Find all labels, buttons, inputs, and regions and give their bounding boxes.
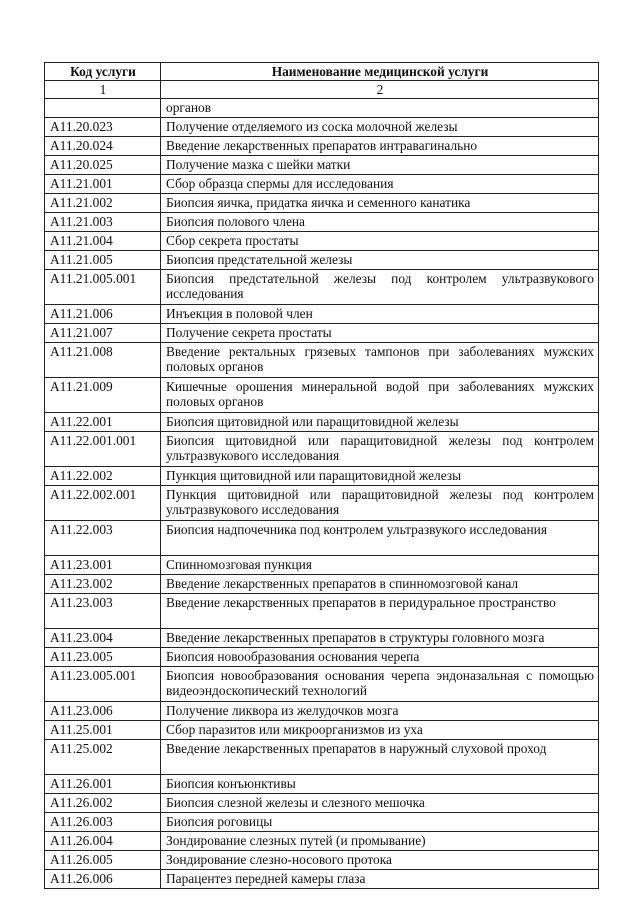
column-number-row bbox=[45, 81, 599, 99]
column-number-1: 1 bbox=[45, 81, 161, 99]
service-name: Биопсия полового члена bbox=[161, 213, 599, 232]
service-name: Биопсия роговицы bbox=[161, 813, 599, 832]
service-name: Биопсия слезной железы и слезного мешочка bbox=[161, 794, 599, 813]
header-code: Код услуги bbox=[45, 63, 161, 81]
service-name: Сбор образца спермы для исследования bbox=[161, 175, 599, 194]
table-row bbox=[45, 251, 599, 270]
service-name: Биопсия новообразования основания черепа эндоназальная с помощью видеоэндоскопический технологий bbox=[161, 667, 599, 702]
service-code: A11.22.001.001 bbox=[45, 432, 161, 467]
service-code: A11.21.005.001 bbox=[45, 270, 161, 305]
table-row bbox=[45, 851, 599, 870]
table-body bbox=[45, 99, 599, 889]
table-row bbox=[45, 194, 599, 213]
service-code: A11.20.025 bbox=[45, 156, 161, 175]
table-row bbox=[45, 629, 599, 648]
service-code: A11.23.005 bbox=[45, 648, 161, 667]
table-row bbox=[45, 99, 599, 118]
service-name: Кишечные орошения минеральной водой при заболеваниях мужских половых органов bbox=[161, 378, 599, 413]
service-name: Биопсия надпочечника под контролем ультразвукого исследования bbox=[161, 521, 599, 556]
service-code: A11.22.001 bbox=[45, 413, 161, 432]
table-row bbox=[45, 118, 599, 137]
service-name: Биопсия предстательной железы bbox=[161, 251, 599, 270]
service-name: органов bbox=[161, 99, 599, 118]
service-name: Инъекция в половой член bbox=[161, 305, 599, 324]
service-code: A11.21.008 bbox=[45, 343, 161, 378]
service-code: A11.26.005 bbox=[45, 851, 161, 870]
service-code: A11.25.001 bbox=[45, 721, 161, 740]
service-code: A11.26.003 bbox=[45, 813, 161, 832]
service-name: Введение лекарственных препаратов в перидуральное пространство bbox=[161, 594, 599, 629]
table-row bbox=[45, 305, 599, 324]
table-row bbox=[45, 413, 599, 432]
service-name: Сбор секрета простаты bbox=[161, 232, 599, 251]
service-name: Зондирование слезно-носового протока bbox=[161, 851, 599, 870]
header-name: Наименование медицинской услуги bbox=[161, 63, 599, 81]
table-row bbox=[45, 575, 599, 594]
service-code bbox=[45, 99, 161, 118]
service-code: A11.21.004 bbox=[45, 232, 161, 251]
service-code: A11.22.003 bbox=[45, 521, 161, 556]
table-row bbox=[45, 740, 599, 775]
service-name: Биопсия предстательной железы под контролем ультразвукового исследования bbox=[161, 270, 599, 305]
table-header-row bbox=[45, 63, 599, 81]
table-row bbox=[45, 137, 599, 156]
table-row bbox=[45, 270, 599, 305]
service-name: Сбор паразитов или микроорганизмов из уха bbox=[161, 721, 599, 740]
medical-services-table bbox=[44, 62, 599, 889]
table-row bbox=[45, 432, 599, 467]
service-name: Получение отделяемого из соска молочной железы bbox=[161, 118, 599, 137]
table-row bbox=[45, 343, 599, 378]
service-name: Получение ликвора из желудочков мозга bbox=[161, 702, 599, 721]
service-code: A11.21.003 bbox=[45, 213, 161, 232]
service-code: A11.26.004 bbox=[45, 832, 161, 851]
service-code: A11.21.006 bbox=[45, 305, 161, 324]
service-name: Получение мазка с шейки матки bbox=[161, 156, 599, 175]
table-row bbox=[45, 175, 599, 194]
service-code: A11.26.001 bbox=[45, 775, 161, 794]
table-row bbox=[45, 486, 599, 521]
service-name: Биопсия конъюнктивы bbox=[161, 775, 599, 794]
table-row bbox=[45, 702, 599, 721]
table-row bbox=[45, 721, 599, 740]
service-code: A11.21.002 bbox=[45, 194, 161, 213]
service-code: A11.23.002 bbox=[45, 575, 161, 594]
table-row bbox=[45, 813, 599, 832]
service-code: A11.21.007 bbox=[45, 324, 161, 343]
service-code: A11.21.005 bbox=[45, 251, 161, 270]
table-row bbox=[45, 324, 599, 343]
table-row bbox=[45, 467, 599, 486]
table-row bbox=[45, 667, 599, 702]
service-code: A11.23.001 bbox=[45, 556, 161, 575]
table-row bbox=[45, 775, 599, 794]
table-row bbox=[45, 213, 599, 232]
service-code: A11.22.002 bbox=[45, 467, 161, 486]
table-row bbox=[45, 832, 599, 851]
service-name: Биопсия яичка, придатка яичка и семенного канатика bbox=[161, 194, 599, 213]
service-name: Введение ректальных грязевых тампонов при заболеваниях мужских половых органов bbox=[161, 343, 599, 378]
service-code: A11.20.023 bbox=[45, 118, 161, 137]
table-row bbox=[45, 594, 599, 629]
column-number-2: 2 bbox=[161, 81, 599, 99]
service-name: Парацентез передней камеры глаза bbox=[161, 870, 599, 889]
table-row bbox=[45, 794, 599, 813]
service-name: Биопсия щитовидной или паращитовидной железы под контролем ультразвукового исследования bbox=[161, 432, 599, 467]
table-row bbox=[45, 156, 599, 175]
service-name: Введение лекарственных препаратов интравагинально bbox=[161, 137, 599, 156]
service-name: Пункция щитовидной или паращитовидной железы под контролем ультразвукового исследования bbox=[161, 486, 599, 521]
service-code: A11.21.001 bbox=[45, 175, 161, 194]
service-code: A11.23.004 bbox=[45, 629, 161, 648]
service-name: Введение лекарственных препаратов в структуры головного мозга bbox=[161, 629, 599, 648]
service-code: A11.21.009 bbox=[45, 378, 161, 413]
service-code: A11.23.006 bbox=[45, 702, 161, 721]
service-code: A11.23.003 bbox=[45, 594, 161, 629]
table-row bbox=[45, 556, 599, 575]
service-code: A11.22.002.001 bbox=[45, 486, 161, 521]
table-row bbox=[45, 870, 599, 889]
service-name: Введение лекарственных препаратов в наружный слуховой проход bbox=[161, 740, 599, 775]
service-name: Биопсия щитовидной или паращитовидной железы bbox=[161, 413, 599, 432]
table-row bbox=[45, 378, 599, 413]
table-row bbox=[45, 648, 599, 667]
service-code: A11.26.002 bbox=[45, 794, 161, 813]
service-code: A11.23.005.001 bbox=[45, 667, 161, 702]
service-name: Биопсия новообразования основания черепа bbox=[161, 648, 599, 667]
service-name: Введение лекарственных препаратов в спинномозговой канал bbox=[161, 575, 599, 594]
service-name: Пункция щитовидной или паращитовидной железы bbox=[161, 467, 599, 486]
service-code: A11.25.002 bbox=[45, 740, 161, 775]
service-name: Спинномозговая пункция bbox=[161, 556, 599, 575]
service-code: A11.20.024 bbox=[45, 137, 161, 156]
service-name: Зондирование слезных путей (и промывание) bbox=[161, 832, 599, 851]
table-row bbox=[45, 232, 599, 251]
service-name: Получение секрета простаты bbox=[161, 324, 599, 343]
table-row bbox=[45, 521, 599, 556]
service-code: A11.26.006 bbox=[45, 870, 161, 889]
